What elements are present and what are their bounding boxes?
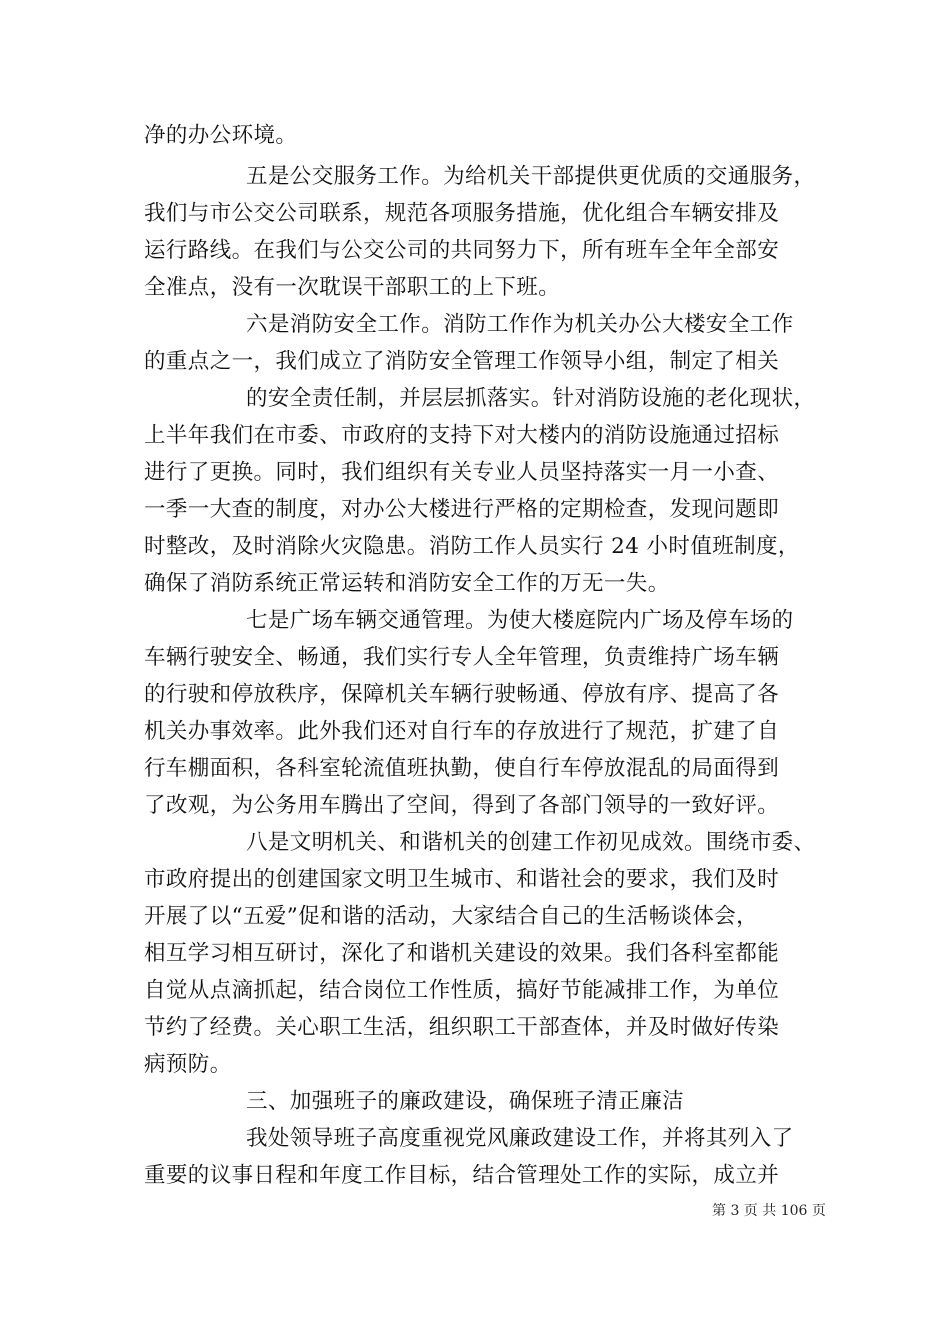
section-heading: 三、加强班子的廉政建设，确保班子清正廉洁 [246,1089,685,1114]
text-line: 了改观，为公务用车腾出了空间，得到了各部门领导的一致好评。 [144,793,780,818]
text-line: 开展了以“五爱”促和谐的活动，大家结合自己的生活畅谈体会， [144,904,759,929]
text-line: 净的办公环境。 [144,123,298,148]
text-line: 五是公交服务工作。为给机关干部提供更优质的交通服务， [246,164,816,189]
text-line: 全准点，没有一次耽误干部职工的上下班。 [144,275,561,300]
text-line: 确保了消防系统正常运转和消防安全工作的万无一失。 [144,571,670,596]
text-line: 六是消防安全工作。消防工作作为机关办公大楼安全工作 [246,312,794,337]
text-line: 的行驶和停放秩序，保障机关车辆行驶畅通、停放有序、提高了各 [144,682,780,707]
text-line: 行车棚面积，各科室轮流值班执勤，使自行车停放混乱的局面得到 [144,756,780,781]
text-line: 节约了经费。关心职工生活，组织职工干部查体，并及时做好传染 [144,1015,780,1040]
text-line: 机关办事效率。此外我们还对自行车的存放进行了规范，扩建了自 [144,719,780,744]
text-line: 病预防。 [144,1052,232,1077]
text-line: 相互学习相互研讨，深化了和谐机关建设的效果。我们各科室都能 [144,941,780,966]
page-number-footer: 第 3 页 共 106 页 [712,1203,826,1219]
text-line: 自觉从点滴抓起，结合岗位工作性质，搞好节能减排工作，为单位 [144,978,780,1003]
text-line: 运行路线。在我们与公交公司的共同努力下，所有班车全年全部安 [144,238,780,263]
text-line: 的重点之一，我们成立了消防安全管理工作领导小组，制定了相关 [144,349,780,374]
text-line: 时整改，及时消除火灾隐患。消防工作人员实行 24 小时值班制度， [144,534,800,559]
text-line: 进行了更换。同时，我们组织有关专业人员坚持落实一月一小查、 [144,460,780,485]
text-line: 八是文明机关、和谐机关的创建工作初见成效。围绕市委、 [246,830,816,855]
text-line: 重要的议事日程和年度工作目标，结合管理处工作的实际，成立并 [144,1163,780,1188]
text-line: 车辆行驶安全、畅通，我们实行专人全年管理，负责维持广场车辆 [144,645,780,670]
text-line: 市政府提出的创建国家文明卫生城市、和谐社会的要求，我们及时 [144,867,780,892]
text-line: 上半年我们在市委、市政府的支持下对大楼内的消防设施通过招标 [144,423,780,448]
text-line: 的安全责任制，并层层抓落实。针对消防设施的老化现状， [246,386,816,411]
text-line: 七是广场车辆交通管理。为使大楼庭院内广场及停车场的 [246,608,794,633]
text-line: 我们与市公交公司联系，规范各项服务措施，优化组合车辆安排及 [144,201,780,226]
text-line: 我处领导班子高度重视党风廉政建设工作，并将其列入了 [246,1126,794,1151]
text-line: 一季一大查的制度，对办公大楼进行严格的定期检查，发现问题即 [144,497,780,522]
